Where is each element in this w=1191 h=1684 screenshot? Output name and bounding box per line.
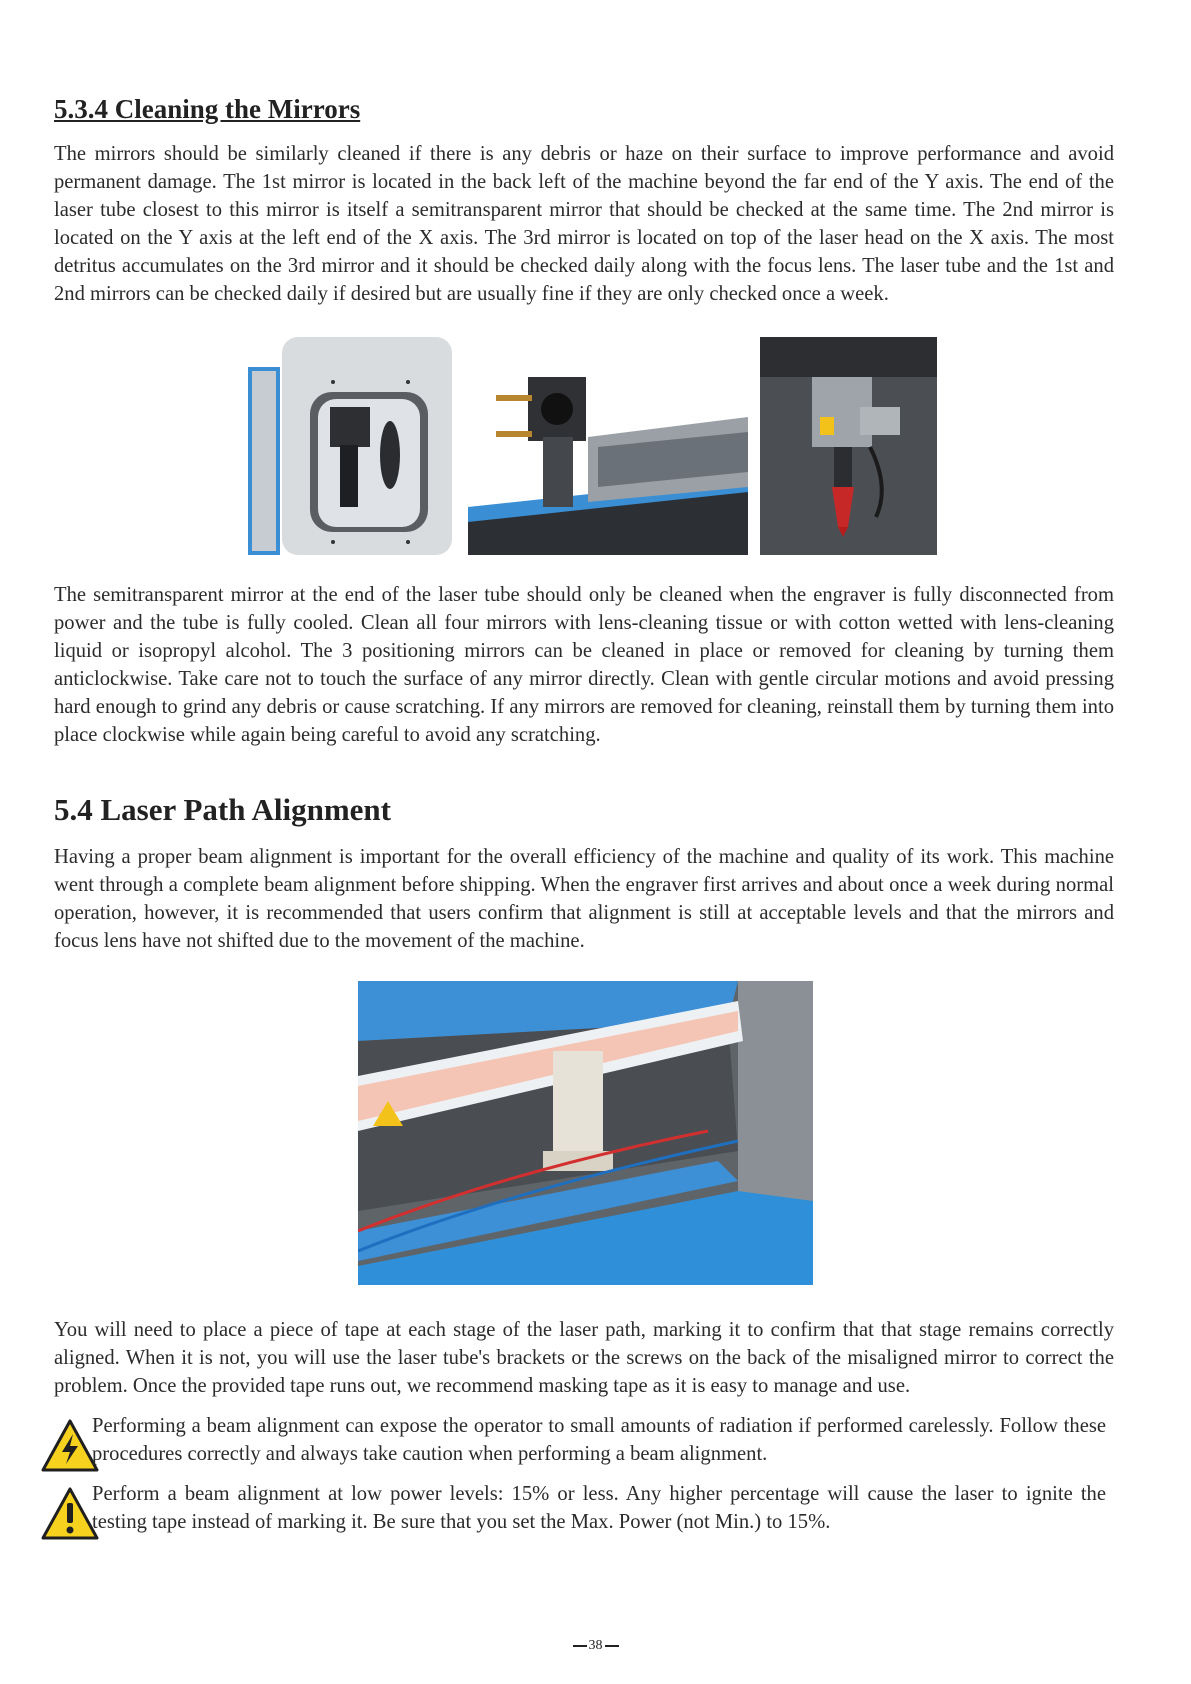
section-heading-laser-path-alignment: 5.4 Laser Path Alignment bbox=[54, 792, 391, 827]
warning-electric-hazard-text: Performing a beam alignment can expose the operator to small amounts of radiation if performed carelessly. Follow these procedures correctly and always take caution when performing a beam alignment. bbox=[92, 1415, 1106, 1465]
footer-dash-right bbox=[605, 1645, 619, 1647]
second-mirror-photo bbox=[468, 337, 748, 555]
electric-hazard-icon bbox=[40, 1418, 100, 1474]
alignment-paragraph-2: You will need to place a piece of tape at each stage of the laser path, marking it to confirm that that stage remains correctly aligned. When it is not, you will use the laser tube's brackets or the screws on the back of the misaligned mirror to correct the problem. Once the provided tape runs out, we recommend masking tape as it is easy to manage and use. bbox=[54, 1319, 1114, 1397]
warning-electric-hazard bbox=[40, 1412, 1114, 1474]
alignment-paragraph-1: Having a proper beam alignment is important for the overall efficiency of the machine and quality of its work. This machine went through a complete beam alignment before shipping. When the engraver first arrives and about once a week during normal operation, however, it is recommended that users confirm that alignment is still at acceptable levels and that the mirrors and focus lens have not shifted due to the movement of the machine. bbox=[54, 846, 1114, 952]
laser-head-illustration bbox=[760, 337, 937, 555]
cleaning-mirrors-paragraph-2: The semitransparent mirror at the end of the laser tube should only be cleaned when the engraver is fully disconnected from power and the tube is fully cooled. Clean all four mirrors with lens-cleaning tissue or with cotton wetted with lens-cleaning liquid or isopropyl alcohol. The 3 positioning mirrors can be cleaned in place or removed for cleaning by turning them anticlockwise. Take care not to touch the surface of any mirror directly. Clean with gentle circular motions and avoid pressing hard enough to grind any debris or cause scratching. If any mirrors are removed for cleaning, reinstall them by turning them into place clockwise while again being careful to avoid any scratching. bbox=[54, 584, 1114, 746]
second-mirror-illustration bbox=[468, 337, 748, 555]
cleaning-mirrors-paragraph-1: The mirrors should be similarly cleaned if there is any debris or haze on their surface to improve performance and avoid permanent damage. The 1st mirror is located in the back left of the machine beyond the far end of the Y axis. The end of the laser tube closest to this mirror is itself a semitransparent mirror that should be checked at the same time. The 2nd mirror is located on the Y axis at the left end of the X axis. The 3rd mirror is located on top of the laser head on the X axis. The most detritus accumulates on the 3rd mirror and it should be checked daily along with the focus lens. The laser tube and the 1st and 2nd mirrors can be checked daily if desired but are usually fine if they are only checked once a week. bbox=[54, 143, 1114, 305]
laser-tube-photo bbox=[358, 981, 813, 1285]
footer-dash-left bbox=[573, 1645, 587, 1647]
page-number: 38 bbox=[588, 1638, 603, 1653]
caution-icon bbox=[40, 1486, 100, 1542]
first-mirror-illustration bbox=[248, 337, 452, 555]
warning-caution bbox=[40, 1480, 1114, 1542]
third-mirror-laser-head-photo bbox=[760, 337, 937, 555]
warning-caution-text: Perform a beam alignment at low power levels: 15% or less. Any higher percentage will cause the laser to ignite the testing tape instead of marking it. Be sure that you set the Max. Power (not Min.) to 15%. bbox=[92, 1483, 1106, 1533]
page-footer bbox=[0, 1638, 1191, 1654]
section-heading-cleaning-mirrors: 5.3.4 Cleaning the Mirrors bbox=[54, 94, 361, 124]
laser-tube-illustration bbox=[358, 981, 813, 1285]
first-mirror-photo bbox=[248, 337, 452, 555]
